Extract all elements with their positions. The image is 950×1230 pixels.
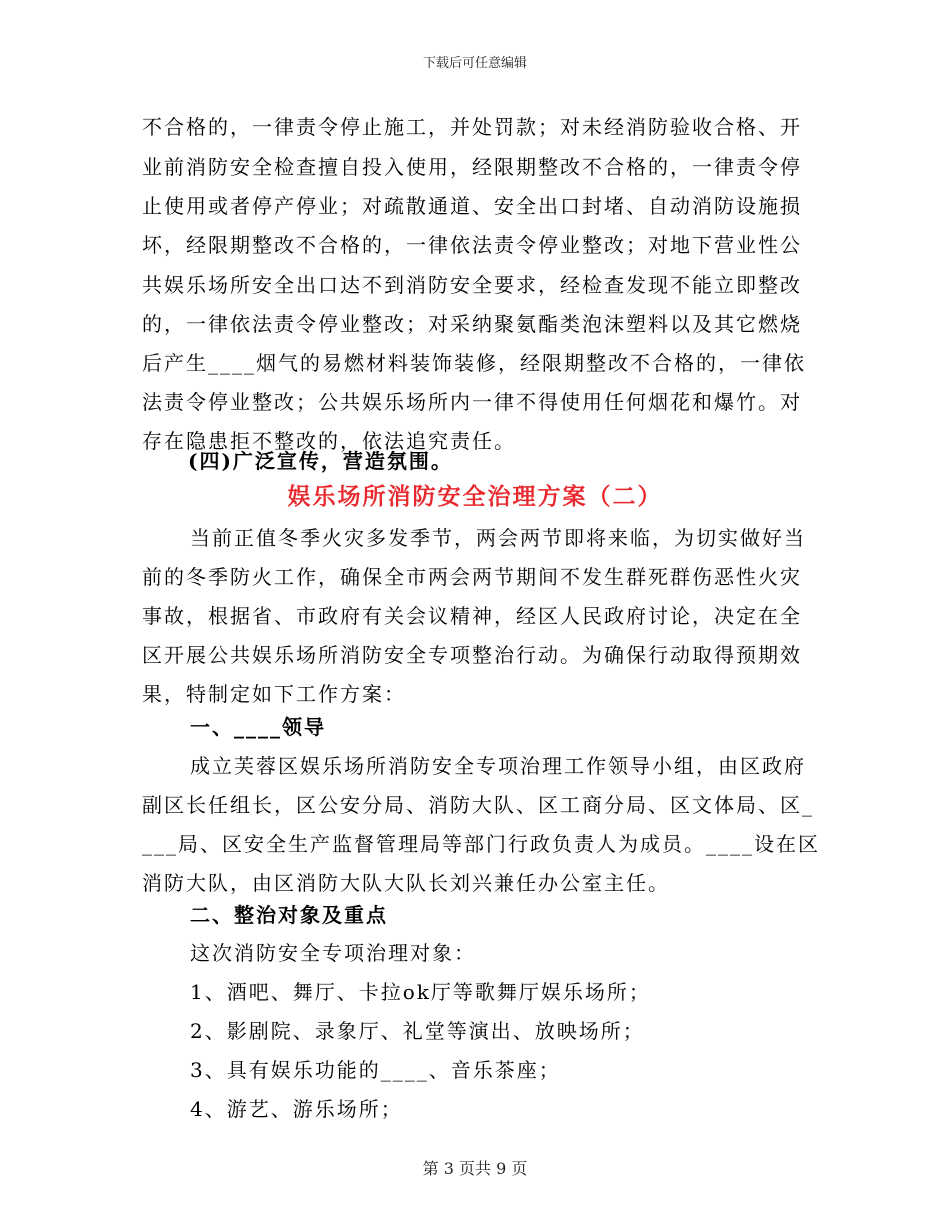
body-line: 业前消防安全检查擅自投入使用，经限期整改不合格的，一律责令停 bbox=[142, 155, 802, 179]
leadership-line: 成立芙蓉区娱乐场所消防安全专项治理工作领导小组，由区政府 bbox=[190, 754, 806, 778]
body-line: 法责令停业整改；公共娱乐场所内一律不得使用任何烟花和爆竹。对 bbox=[142, 390, 802, 414]
leadership-line: 副区长任组长，区公安分局、消防大队、区工商分局、区文体局、区_ bbox=[142, 793, 814, 817]
heading-leadership: 一、____领导 bbox=[190, 715, 326, 739]
intro-line: 区开展公共娱乐场所消防安全专项整治行动。为确保行动取得预期效 bbox=[142, 643, 802, 667]
page-header: 下载后可任意编辑 bbox=[422, 56, 527, 71]
leadership-line: 消防大队，由区消防大队大队长刘兴兼任办公室主任。 bbox=[142, 871, 670, 895]
document-title: 娱乐场所消防安全治理方案（二） bbox=[287, 483, 663, 510]
body-line: 后产生____烟气的易燃材料装饰装修，经限期整改不合格的，一律依 bbox=[142, 351, 806, 375]
body-line: 存在隐患拒不整改的，依法追究责任。 bbox=[142, 429, 516, 453]
intro-line: 当前正值冬季火灾多发季节，两会两节即将来临，为切实做好当 bbox=[190, 526, 806, 550]
body-line: 止使用或者停产停业；对疏散通道、安全出口封堵、自动消防设施损 bbox=[142, 194, 802, 218]
section-heading: (四)广泛宣传，营造氛围。 bbox=[188, 449, 453, 473]
targets-intro: 这次消防安全专项治理对象： bbox=[190, 941, 476, 965]
target-item: 4、游艺、游乐场所； bbox=[190, 1097, 403, 1121]
page-footer: 第 3 页共 9 页 bbox=[422, 1159, 528, 1178]
body-line: 坏，经限期整改不合格的，一律依法责令停业整改；对地下营业性公 bbox=[142, 233, 802, 257]
intro-line: 果，特制定如下工作方案： bbox=[142, 682, 406, 706]
body-line: 的，一律依法责令停业整改；对采纳聚氨酯类泡沫塑料以及其它燃烧 bbox=[142, 312, 802, 336]
target-item: 1、酒吧、舞厅、卡拉ok厅等歌舞厅娱乐场所； bbox=[190, 980, 651, 1004]
intro-line: 事故，根据省、市政府有关会议精神，经区人民政府讨论，决定在全 bbox=[142, 604, 802, 628]
intro-line: 前的冬季防火工作，确保全市两会两节期间不发生群死群伤恶性火灾 bbox=[142, 565, 802, 589]
target-item: 2、影剧院、录象厅、礼堂等演出、放映场所； bbox=[190, 1019, 645, 1043]
body-line: 不合格的，一律责令停止施工，并处罚款；对未经消防验收合格、开 bbox=[142, 115, 802, 139]
leadership-line: ___局、区安全生产监督管理局等部门行政负责人为成员。____设在区 bbox=[142, 832, 820, 856]
body-line: 共娱乐场所安全出口达不到消防安全要求，经检查发现不能立即整改 bbox=[142, 273, 802, 297]
heading-targets: 二、整治对象及重点 bbox=[190, 903, 388, 927]
target-item: 3、具有娱乐功能的____、音乐茶座； bbox=[190, 1058, 561, 1082]
